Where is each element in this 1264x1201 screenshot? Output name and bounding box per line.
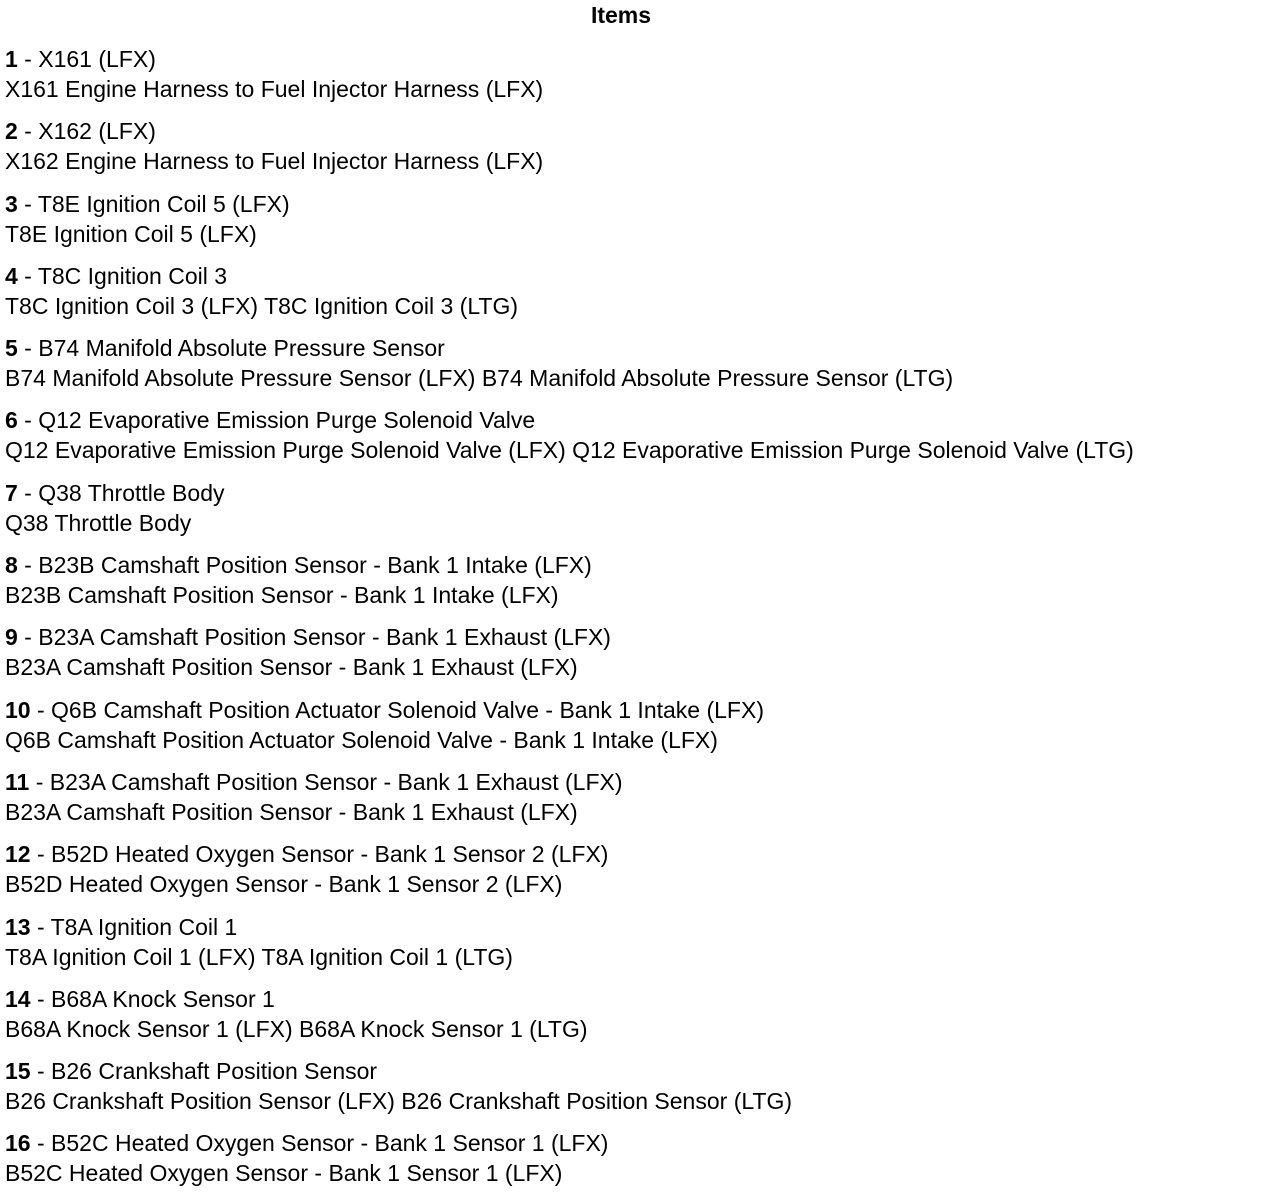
item-description: B23A Camshaft Position Sensor - Bank 1 Exhaust (LFX) (5, 798, 578, 825)
item-name: Q12 Evaporative Emission Purge Solenoid Valve (38, 407, 536, 434)
item-name: B52C Heated Oxygen Sensor - Bank 1 Sensor 1 (LFX) (51, 1130, 609, 1157)
item-number: 14 (5, 985, 31, 1012)
item-heading (5, 550, 1134, 580)
item-number: 4 (5, 262, 18, 289)
item-heading (5, 478, 1134, 508)
list-item (5, 44, 1134, 116)
item-heading (5, 839, 1134, 869)
item-name: T8E Ignition Coil 5 (LFX) (37, 190, 290, 217)
item-separator: - (17, 118, 39, 145)
item-separator: - (30, 913, 51, 940)
item-description: Q12 Evaporative Emission Purge Solenoid Valve (LFX) Q12 Evaporative Emission Purge Solenoid Valve (LTG) (5, 437, 1134, 464)
list-item (5, 984, 1134, 1056)
list-item (5, 695, 1134, 767)
item-description: T8E Ignition Coil 5 (LFX) (5, 220, 257, 247)
list-item (5, 478, 1134, 550)
item-name: B23B Camshaft Position Sensor - Bank 1 Intake (LFX) (38, 552, 592, 579)
item-description: Q6B Camshaft Position Actuator Solenoid Valve - Bank 1 Intake (LFX) (5, 726, 718, 753)
list-item (5, 189, 1134, 261)
item-number: 1 (5, 46, 18, 72)
item-description: B52C Heated Oxygen Sensor - Bank 1 Sensor 1 (LFX) (5, 1160, 563, 1187)
item-name: B74 Manifold Absolute Pressure Sensor (38, 335, 445, 362)
list-item (5, 333, 1134, 405)
item-heading (5, 44, 1134, 74)
item-separator: - (29, 768, 50, 795)
item-description: B26 Crankshaft Position Sensor (LFX) B26 Crankshaft Position Sensor (LTG) (5, 1088, 793, 1115)
item-name: X162 (LFX) (38, 118, 156, 145)
item-separator: - (17, 552, 39, 579)
item-heading (5, 1056, 1134, 1086)
item-number: 10 (5, 696, 31, 723)
list-item (5, 912, 1134, 984)
list-item (5, 622, 1134, 694)
item-name: Q6B Camshaft Position Actuator Solenoid Valve - Bank 1 Intake (LFX) (51, 696, 764, 723)
item-heading (5, 912, 1134, 942)
item-number: 7 (5, 479, 18, 506)
list-item (5, 839, 1134, 911)
item-separator: - (17, 479, 39, 506)
item-number: 8 (5, 552, 18, 579)
item-separator: - (30, 985, 52, 1012)
item-heading (5, 405, 1134, 435)
item-separator: - (17, 624, 39, 651)
item-separator: - (17, 407, 39, 434)
item-description: T8C Ignition Coil 3 (LFX) T8C Ignition Coil 3 (LTG) (5, 292, 518, 319)
item-name: B26 Crankshaft Position Sensor (51, 1058, 378, 1085)
item-description: X162 Engine Harness to Fuel Injector Harness (LFX) (5, 148, 544, 175)
item-number: 9 (5, 624, 18, 651)
item-separator: - (30, 1130, 52, 1157)
item-description: B23A Camshaft Position Sensor - Bank 1 Exhaust (LFX) (5, 654, 578, 681)
item-number: 13 (5, 913, 31, 940)
item-heading (5, 189, 1134, 219)
item-separator: - (17, 335, 39, 362)
item-separator: - (30, 841, 52, 868)
item-number: 11 (5, 768, 30, 795)
item-name: B23A Camshaft Position Sensor - Bank 1 Exhaust (LFX) (38, 624, 611, 651)
item-description: X161 Engine Harness to Fuel Injector Harness (LFX) (5, 76, 544, 102)
list-item (5, 405, 1134, 477)
item-description: B68A Knock Sensor 1 (LFX) B68A Knock Sensor 1 (LTG) (5, 1015, 588, 1042)
item-description: B23B Camshaft Position Sensor - Bank 1 Intake (LFX) (5, 582, 559, 609)
item-heading (5, 984, 1134, 1014)
item-heading (5, 695, 1134, 725)
item-name: Q38 Throttle Body (38, 479, 225, 506)
item-number: 3 (5, 190, 18, 217)
item-number: 15 (5, 1058, 31, 1085)
item-number: 12 (5, 841, 31, 868)
item-number: 16 (5, 1130, 31, 1157)
item-heading (5, 767, 1134, 797)
item-name: T8C Ignition Coil 3 (37, 262, 228, 289)
item-heading (5, 116, 1134, 146)
item-list (5, 44, 1134, 1201)
item-name: X161 (LFX) (38, 46, 156, 72)
item-name: B52D Heated Oxygen Sensor - Bank 1 Sensor 2 (LFX) (51, 841, 609, 868)
item-heading (5, 261, 1134, 291)
item-description: B52D Heated Oxygen Sensor - Bank 1 Sensor 2 (LFX) (5, 871, 563, 898)
list-item (5, 767, 1134, 839)
item-heading (5, 333, 1134, 363)
item-number: 5 (5, 335, 18, 362)
item-separator: - (30, 696, 52, 723)
item-name: B23A Camshaft Position Sensor - Bank 1 Exhaust (LFX) (49, 768, 623, 795)
item-heading (5, 1128, 1134, 1158)
item-separator: - (17, 190, 38, 217)
item-heading (5, 622, 1134, 652)
list-item (5, 1128, 1134, 1200)
item-description: B74 Manifold Absolute Pressure Sensor (LFX) B74 Manifold Absolute Pressure Sensor (LTG) (5, 365, 954, 392)
item-name: B68A Knock Sensor 1 (51, 985, 275, 1012)
item-separator: - (17, 262, 38, 289)
item-description: T8A Ignition Coil 1 (LFX) T8A Ignition Coil 1 (LTG) (5, 943, 513, 970)
item-name: T8A Ignition Coil 1 (50, 913, 238, 940)
list-item (5, 550, 1134, 622)
list-item (5, 116, 1134, 188)
item-number: 2 (5, 118, 18, 145)
list-item (5, 261, 1134, 333)
item-number: 6 (5, 407, 18, 434)
item-separator: - (30, 1058, 52, 1085)
page-title: Items (590, 2, 652, 28)
item-separator: - (17, 46, 39, 72)
item-description: Q38 Throttle Body (5, 509, 192, 536)
list-item (5, 1056, 1134, 1128)
